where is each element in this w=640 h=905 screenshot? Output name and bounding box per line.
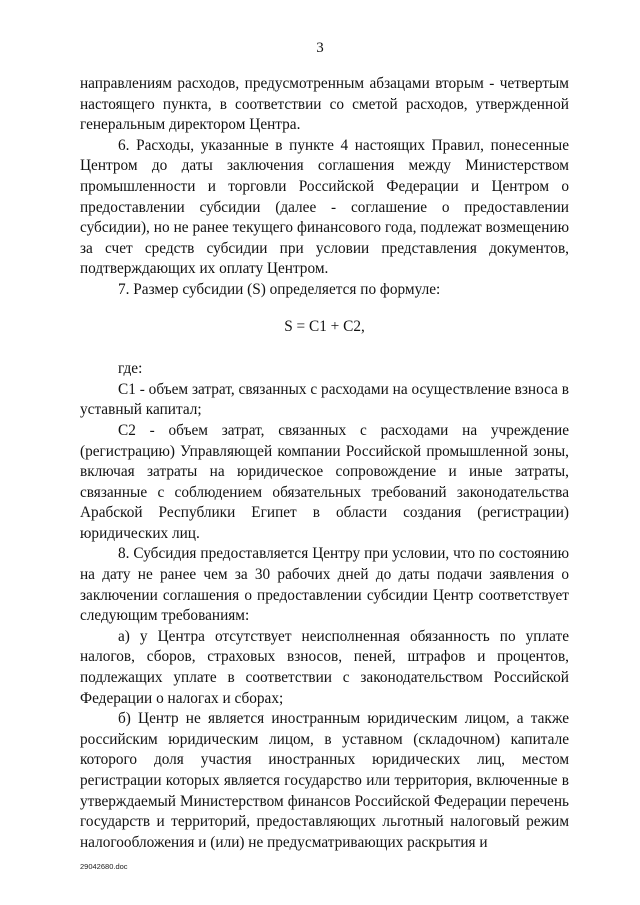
subsidy-formula: S = C1 + C2,	[284, 317, 365, 335]
formula-c1-definition: C1 - объем затрат, связанных с расходами на осуществление взноса в уставный капитал;	[80, 380, 569, 419]
paragraph-continuation: направлениям расходов, предусмотренным абзацами вторым - четвертым настоящего пункта, в соответствии со сметой расходов, утвержденной генеральным директором Центра.	[80, 75, 569, 134]
formula-where: где:	[118, 360, 143, 378]
document-body	[80, 74, 569, 853]
requirement-a: а) у Центра отсутствует неисполненная обязанность по уплате налогов, сборов, страховых взносов, пеней, штрафов и процентов, подлежащих уплате в соответствии с законодательством Российской Федерации о налогах и сборах;	[80, 627, 569, 707]
paragraph-8: 8. Субсидия предоставляется Центру при условии, что по состоянию на дату не ранее чем за 30 рабочих дней до даты подачи заявления о заключении соглашения о предоставлении субсидии Центр соответствует следующим требованиям:	[80, 545, 569, 625]
document-footer-filename: 29042680.doc	[80, 862, 128, 871]
formula-c2-definition: C2 - объем затрат, связанных с расходами на учреждение (регистрацию) Управляющей компании Российской промышленной зоны, включая затраты на юридическое сопровождение и иные затраты, связанные с соблюдением обязательных требований законодательства Арабской Республики Египет в области создания (регистрации) юридических лиц.	[80, 421, 569, 542]
paragraph-6: 6. Расходы, указанные в пункте 4 настоящих Правил, понесенные Центром до даты заключения соглашения между Министерством промышленности и торговли Российской Федерации и Центром о предоставлении субсидии (далее - соглашение о предоставлении субсидии), но не ранее текущего финансового года, подлежат возмещению за счет средств субсидии при условии представления документов, подтверждающих их оплату Центром.	[80, 136, 569, 278]
paragraph-7: 7. Размер субсидии (S) определяется по формуле:	[118, 280, 441, 298]
page-number: 3	[316, 40, 324, 56]
requirement-b: б) Центр не является иностранным юридическим лицом, а также российским юридическим лицом, в уставном (складочном) капитале которого доля участия иностранных юридических лиц, местом регистрации которых является государство или территория, включенные в утверждаемый Министерством финансов Российской Федерации перечень государств и территорий, предоставляющих льготный налоговый режим налогообложения и (или) не предусматривающих раскрытия и	[80, 710, 569, 851]
